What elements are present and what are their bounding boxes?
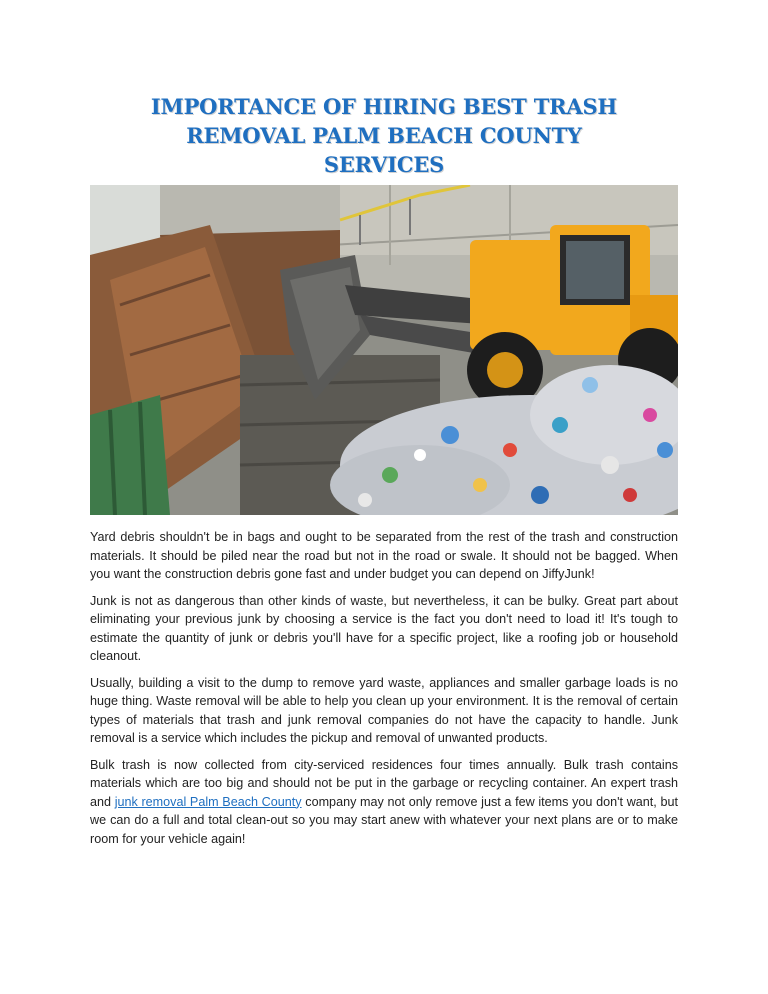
paragraph-1: Yard debris shouldn't be in bags and ought to be separated from the rest of the trash and construction materials. It should be piled near the road but not in the road or swale. It should not be bagged. When you want the construction debris gone fast and under budget you can depend on JiffyJunk! — [90, 530, 678, 581]
article-body — [90, 528, 678, 856]
paragraph-4 — [90, 756, 678, 849]
loader-trash-illustration — [90, 185, 678, 515]
paragraph-2: Junk is not as dangerous than other kinds of waste, but nevertheless, it can be bulky. Great part about eliminating your previous junk by choosing a service is the fact you don't need to load it! It's tough to estimate the quantity of junk or debris you'll have for a specific project, like a roofing job or household cleanout. — [90, 593, 678, 663]
page-title — [90, 92, 678, 179]
paragraph-4-text-after: company may not only remove just a few items you don't want, but we can do a full and total clean-out so you may start anew with whatever your next plans are or to make room for your vehicle again! — [90, 794, 678, 846]
paragraph-3: Usually, building a visit to the dump to remove yard waste, appliances and smaller garbage loads is no huge thing. Waste removal will be able to help you clean up your environment. It is the removal of certain types of materials that trash and junk removal companies do not have the capacity to handle. Junk removal is a service which includes the pickup and removal of unwanted products. — [90, 675, 678, 745]
title-line-2: REMOVAL PALM BEACH COUNTY — [186, 123, 582, 148]
title-line-3: SERVICES — [323, 152, 445, 177]
paragraph-4-text-before: Bulk trash is now collected from city-serviced residences four times annually. Bulk trash contains materials which are too big and should not be put in the garbage or recycling container. An expert trash and — [90, 757, 678, 809]
junk-removal-link[interactable]: junk removal Palm Beach County — [114, 794, 302, 809]
article-photo — [90, 185, 678, 515]
title-line-1: IMPORTANCE OF HIRING BEST TRASH — [150, 94, 618, 119]
